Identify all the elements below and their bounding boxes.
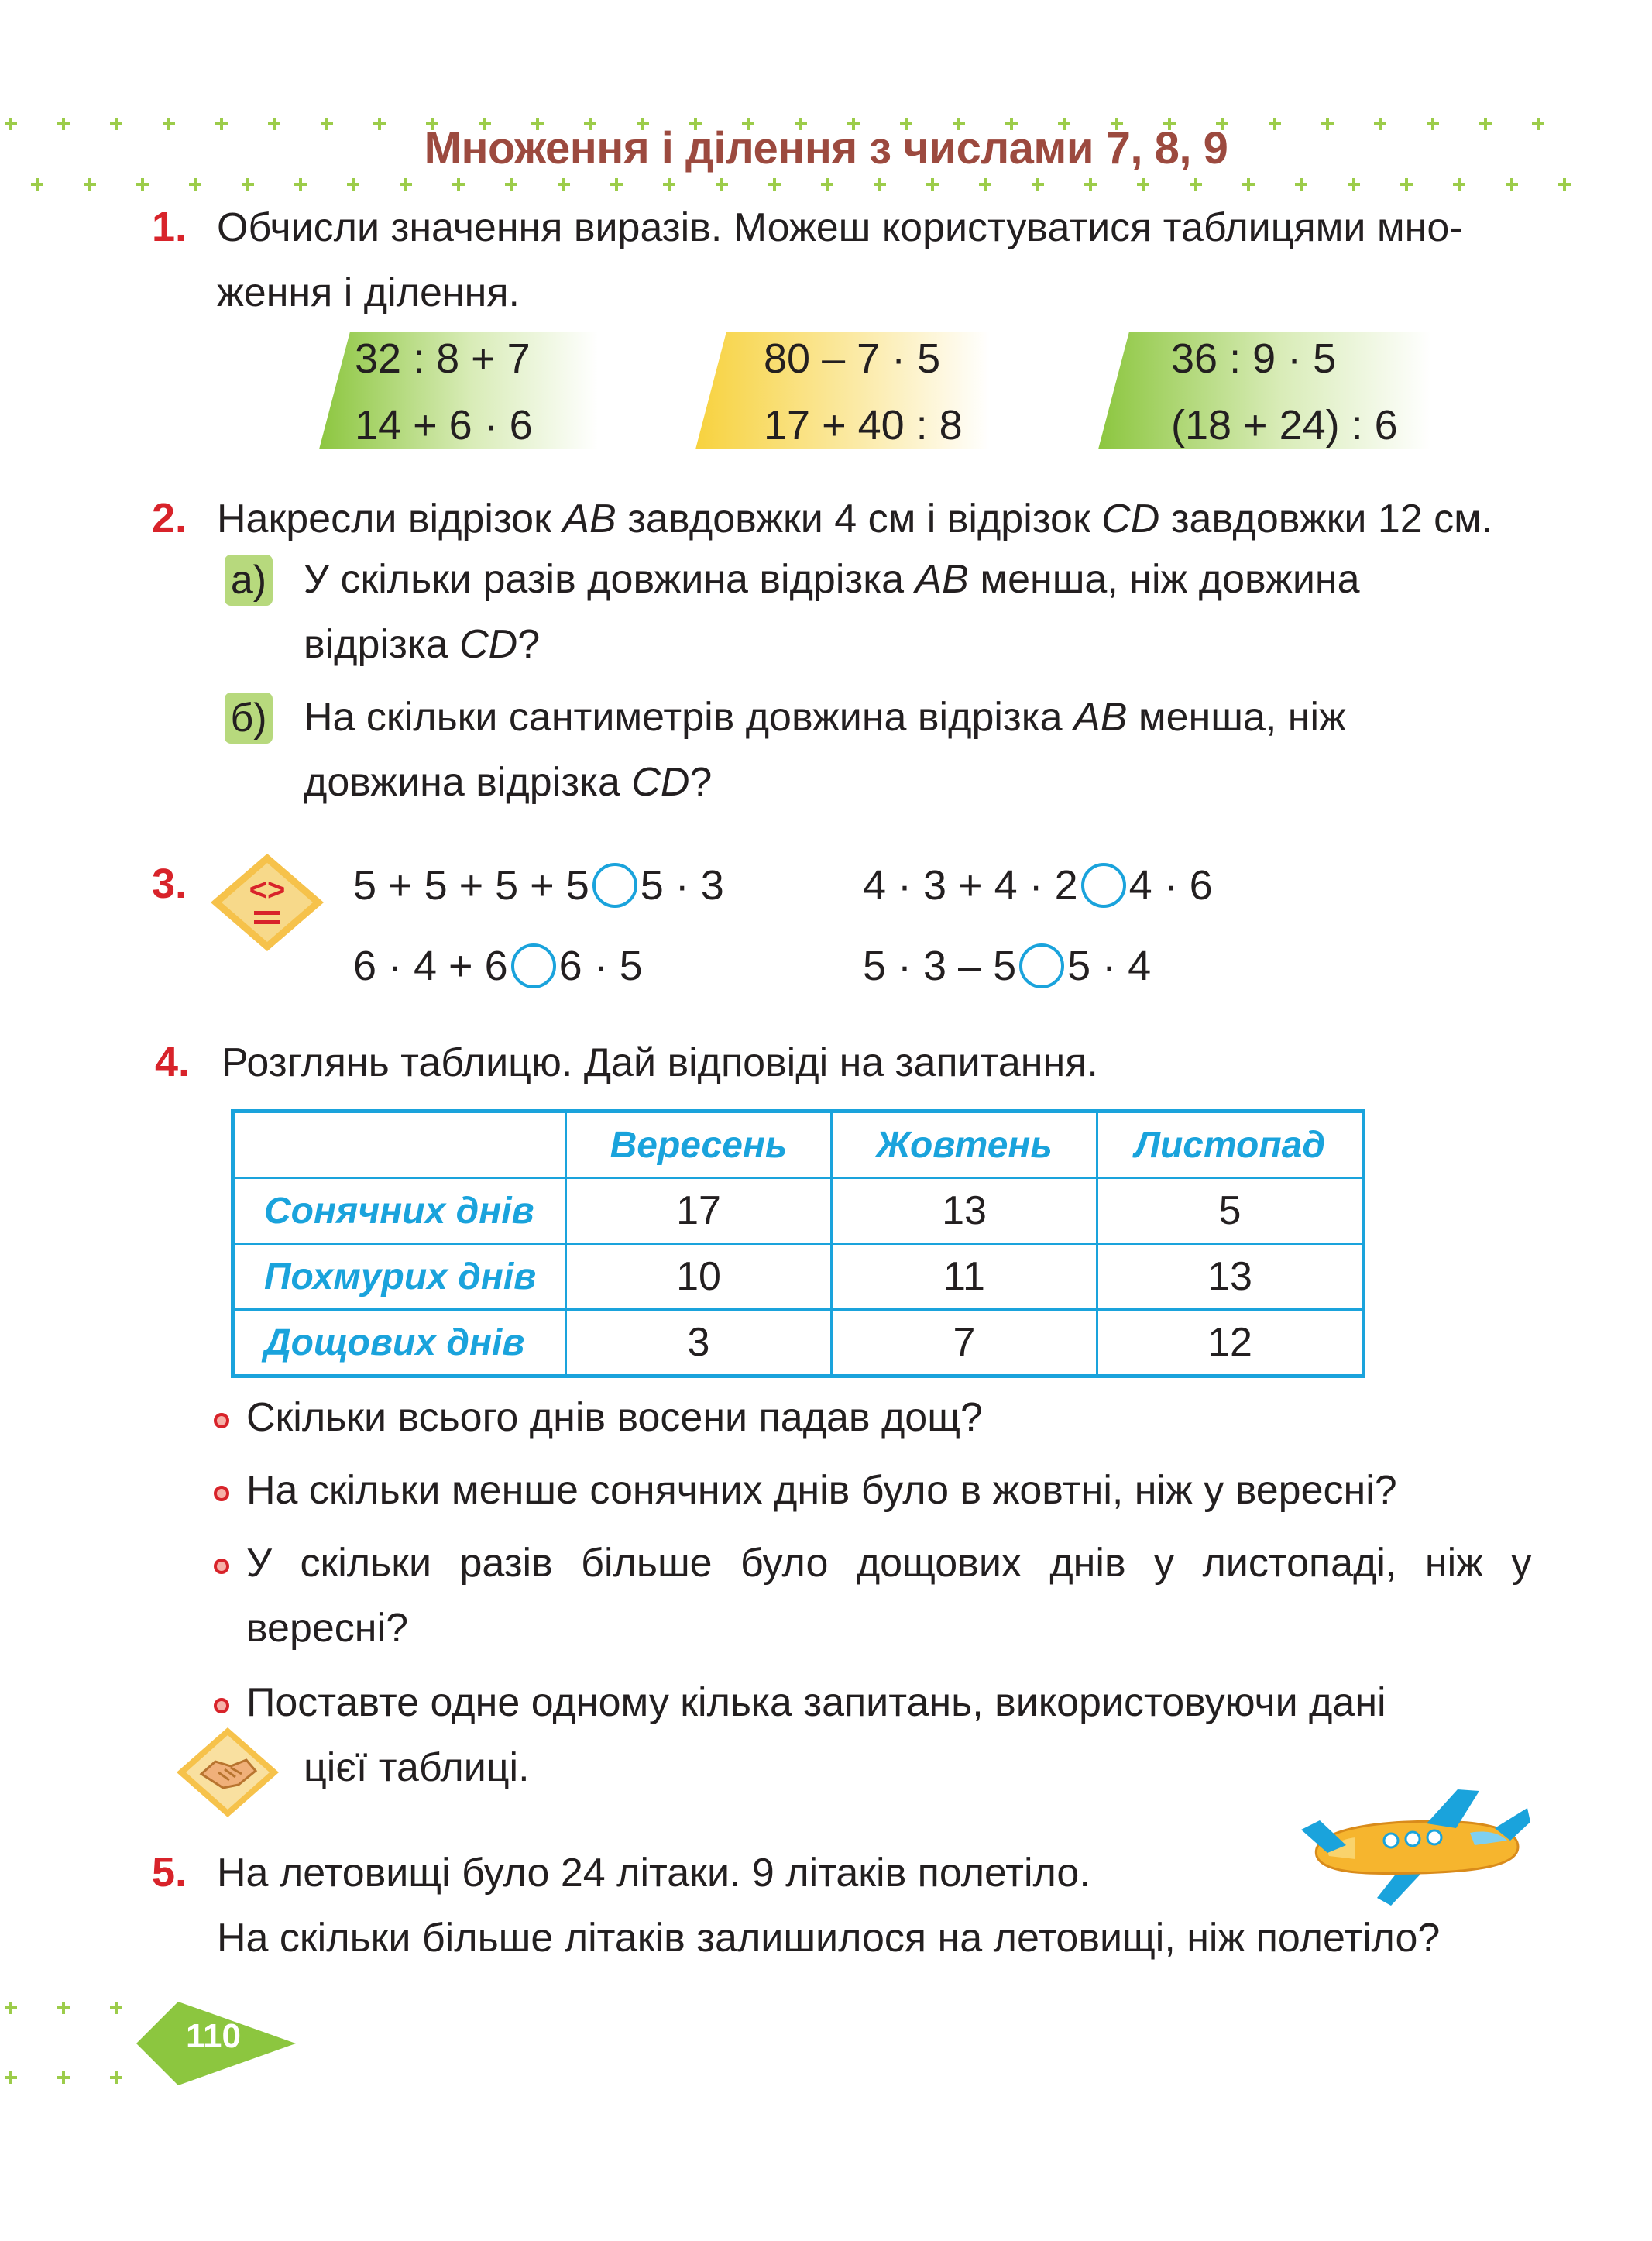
star-decoration <box>926 178 939 191</box>
star-decoration <box>1032 178 1044 191</box>
table-cell: 13 <box>832 1178 1097 1244</box>
star-decoration <box>1084 178 1097 191</box>
compare-signs-icon <box>209 852 325 953</box>
expression: 14 + 6 · 6 <box>355 402 533 449</box>
table-header-row <box>233 1112 1364 1178</box>
bullet-icon <box>214 1413 229 1428</box>
star-decoration <box>1137 178 1149 191</box>
row-header: Сонячних днів <box>233 1178 566 1244</box>
question-3-line2: вересні? <box>246 1606 408 1651</box>
expression: 17 + 40 : 8 <box>764 402 963 449</box>
answer-circle[interactable] <box>592 863 637 908</box>
star-decoration <box>110 2002 122 2014</box>
weather-table <box>231 1109 1365 1378</box>
table-cell: 17 <box>566 1178 832 1244</box>
row-header: Дощових днів <box>233 1310 566 1377</box>
subtask-b-line1: На скільки сантиметрів довжина відрізка AB менша, ніж <box>304 695 1346 740</box>
star-decoration <box>979 178 991 191</box>
star-decoration <box>1295 178 1307 191</box>
handshake-icon <box>175 1726 280 1819</box>
table-cell: 12 <box>1097 1310 1364 1377</box>
table-row <box>233 1310 1364 1377</box>
star-decoration <box>136 178 149 191</box>
table-row <box>233 1178 1364 1244</box>
star-decoration <box>110 2071 122 2084</box>
bullet-icon <box>214 1698 229 1713</box>
star-decoration <box>1348 178 1360 191</box>
expression: 32 : 8 + 7 <box>355 335 531 382</box>
task-1-text-line2: ження і ділення. <box>217 270 520 315</box>
question-3-line1: У скільки разів більше було дощових днів у листопаді, ніж у <box>246 1541 1532 1586</box>
star-decoration <box>1453 178 1465 191</box>
question-4-line1: Поставте одне одному кілька запитань, використовуючи дані <box>246 1680 1386 1725</box>
task-1-number: 1. <box>152 204 187 250</box>
row-header: Похмурих днів <box>233 1244 566 1310</box>
star-decoration <box>31 178 43 191</box>
star-decoration <box>716 178 728 191</box>
star-decoration <box>1190 178 1202 191</box>
question-4-line2: цієї таблиці. <box>304 1745 530 1790</box>
star-decoration <box>610 178 623 191</box>
star-decoration <box>1558 178 1571 191</box>
star-decoration <box>452 178 465 191</box>
star-decoration <box>558 178 570 191</box>
bullet-icon <box>214 1486 229 1501</box>
airplane-icon <box>1286 1782 1534 1913</box>
expression: 36 : 9 · 5 <box>1171 335 1337 382</box>
star-decoration <box>57 2002 70 2014</box>
star-decoration <box>768 178 781 191</box>
star-decoration <box>242 178 254 191</box>
task-4-text: Розглянь таблицю. Дай відповіді на запитання. <box>222 1040 1098 1085</box>
column-header: Листопад <box>1097 1112 1364 1178</box>
star-decoration <box>84 178 96 191</box>
question-1: Скільки всього днів восени падав дощ? <box>246 1395 983 1440</box>
task-5-line2: На скільки більше літаків залишилося на летовищі, ніж полетіло? <box>217 1916 1441 1961</box>
table-cell: 5 <box>1097 1178 1364 1244</box>
comparison-row: 4 · 3 + 4 · 2 4 · 6 <box>863 862 1213 909</box>
comparison-row: 5 · 3 – 5 5 · 4 <box>863 943 1152 989</box>
table-cell: 3 <box>566 1310 832 1377</box>
table-cell: 7 <box>832 1310 1097 1377</box>
star-decoration <box>5 2071 17 2084</box>
task-5-number: 5. <box>152 1849 187 1896</box>
star-decoration <box>400 178 412 191</box>
table-cell: 13 <box>1097 1244 1364 1310</box>
comparison-row: 6 · 4 + 6 6 · 5 <box>353 943 643 989</box>
task-2-text: Накресли відрізок AB завдовжки 4 см і відрізок CD завдовжки 12 см. <box>217 497 1493 541</box>
subtask-a-label: а) <box>225 555 273 606</box>
star-decoration <box>874 178 886 191</box>
bullet-icon <box>214 1559 229 1574</box>
task-5-line1: На летовищі було 24 літаки. 9 літаків полетіло. <box>217 1851 1090 1896</box>
star-decoration <box>505 178 517 191</box>
task-4-number: 4. <box>155 1039 191 1085</box>
decorative-stars-bottom <box>0 1991 155 2099</box>
star-decoration <box>5 2002 17 2014</box>
star-decoration <box>1506 178 1518 191</box>
answer-circle[interactable] <box>511 943 556 988</box>
star-decoration <box>1400 178 1413 191</box>
task-3-number: 3. <box>152 861 187 907</box>
subtask-a-line2: відрізка CD? <box>304 622 541 667</box>
question-2: На скільки менше сонячних днів було в жовтні, ніж у вересні? <box>246 1468 1397 1513</box>
column-header: Вересень <box>566 1112 832 1178</box>
column-header: Жовтень <box>832 1112 1097 1178</box>
star-decoration <box>189 178 201 191</box>
answer-circle[interactable] <box>1081 863 1126 908</box>
svg-text:<>: <> <box>249 873 286 907</box>
subtask-b-line2: довжина відрізка CD? <box>304 760 713 805</box>
subtask-a-line1: У скільки разів довжина відрізка AB менша, ніж довжина <box>304 557 1360 602</box>
page-number: 110 <box>186 2017 241 2055</box>
table-cell: 10 <box>566 1244 832 1310</box>
table-row <box>233 1244 1364 1310</box>
comparison-row: 5 + 5 + 5 + 5 5 · 3 <box>353 862 724 909</box>
subtask-b-label: б) <box>225 693 273 744</box>
table-cell: 11 <box>832 1244 1097 1310</box>
expression: 80 – 7 · 5 <box>764 335 941 382</box>
expression: (18 + 24) : 6 <box>1171 402 1398 449</box>
page-title: Множення і ділення з числами 7, 8, 9 <box>424 123 1228 174</box>
star-decoration <box>821 178 833 191</box>
star-decoration <box>663 178 675 191</box>
answer-circle[interactable] <box>1019 943 1064 988</box>
table-corner-cell <box>233 1112 566 1178</box>
task-1-text-line1: Обчисли значення виразів. Можеш користуватися таблицями мно- <box>217 205 1463 250</box>
task-2-number: 2. <box>152 495 187 541</box>
star-decoration <box>57 2071 70 2084</box>
star-decoration <box>347 178 359 191</box>
star-decoration <box>294 178 307 191</box>
star-decoration <box>1242 178 1255 191</box>
